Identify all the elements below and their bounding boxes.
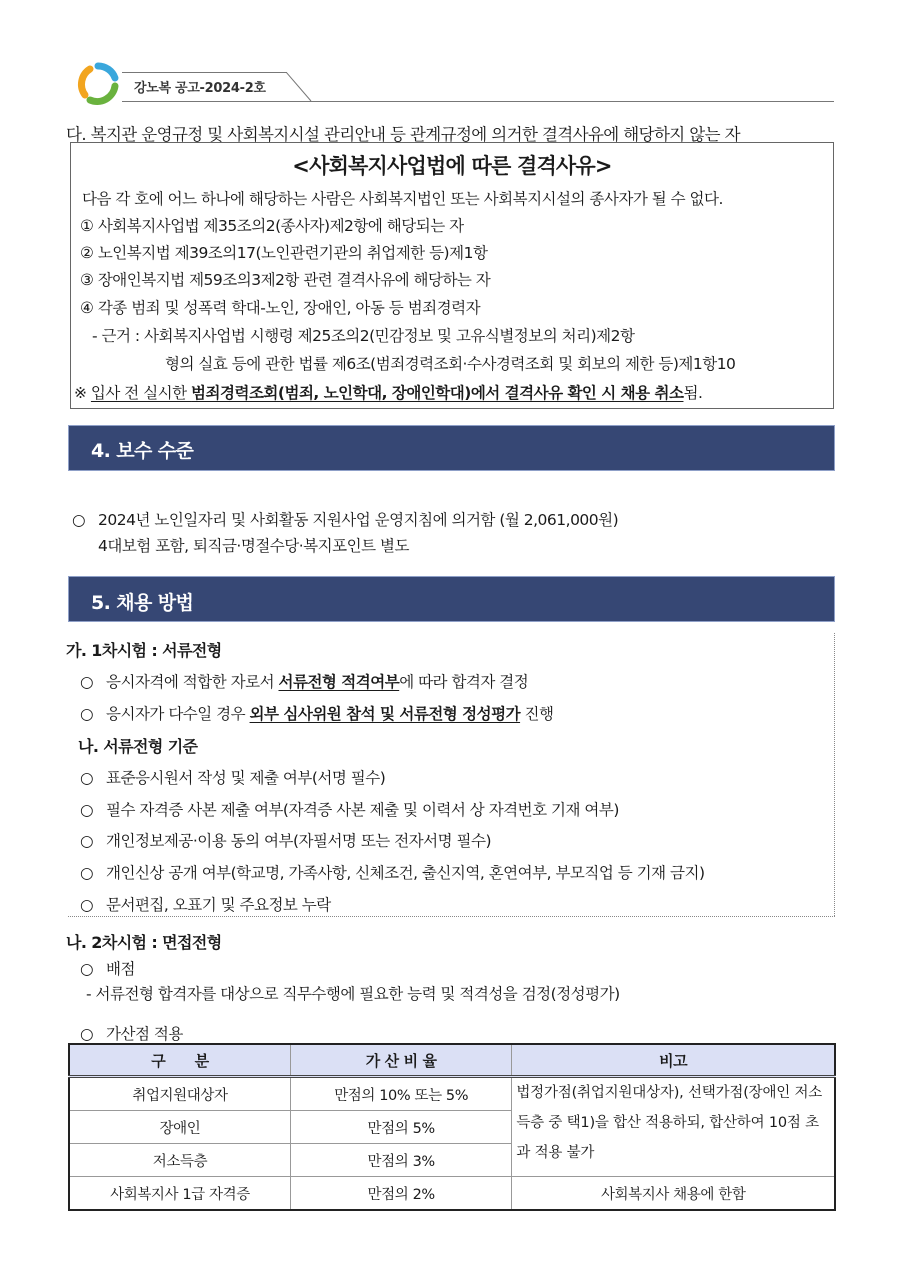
legal-basis-line-1: - 근거 : 사회복지사업법 시행령 제25조의2(민감정보 및 고유식별정보의 처리)제2항 — [92, 327, 635, 345]
cell-category: 사회복지사 1급 자격증 — [69, 1177, 290, 1211]
bonus-text: 가산점 적용 — [106, 1025, 183, 1043]
cell-rate: 만점의 3% — [290, 1144, 511, 1177]
bullet-icon: ○ — [80, 1025, 94, 1043]
cell-rate: 만점의 2% — [290, 1177, 511, 1211]
cell-rate: 만점의 5% — [290, 1111, 511, 1144]
header-rule-slash — [286, 72, 312, 102]
header-note: 비고 — [512, 1044, 835, 1077]
notice-mark: ※ — [74, 384, 91, 402]
disqualification-item-4: ④ 각종 범죄 및 성폭력 학대-노인, 장애인, 아동 등 범죄경력자 — [80, 299, 481, 317]
criteria-item-3 — [80, 829, 491, 851]
qualification-item-da: 다. 복지관 운영규정 및 사회복지시설 관리안내 등 관계규정에 의거한 결격사유에 해당하지 않는 자 — [66, 125, 740, 144]
criteria-item-4 — [80, 861, 705, 883]
cell-rate: 만점의 10% 또는 5% — [290, 1077, 511, 1111]
scoring-description: - 서류전형 합격자를 대상으로 직무수행에 필요한 능력 및 적격성을 검정(정성평가) — [86, 985, 620, 1003]
table-row — [69, 1177, 835, 1211]
legal-basis-line-2: 형의 실효 등에 관한 법률 제6조(범죄경력조회·수사경력조회 및 회보의 제한 등)제1항10 — [165, 355, 736, 373]
criteria-text: 필수 자격증 사본 제출 여부(자격증 사본 제출 및 이력서 상 자격번호 기재 여부) — [106, 801, 619, 819]
criteria-heading: 나. 서류전형 기준 — [78, 737, 198, 756]
disqualification-item-2: ② 노인복지법 제39조의17(노인관련기관의 취업제한 등)제1항 — [80, 244, 488, 262]
section-4-title: 4. 보수 수준 — [91, 440, 194, 462]
document-number: 강노복 공고-2024-2호 — [134, 81, 266, 96]
notice-bold: 범죄경력조회(범죄, 노인학대, 장애인학대)에서 결격사유 확인 시 채용 취소 — [191, 384, 684, 402]
table-header-row — [69, 1044, 835, 1077]
dotted-border-right — [834, 633, 835, 916]
bullet-icon: ○ — [80, 705, 94, 723]
first-exam-item-1 — [80, 670, 528, 692]
item-bold: 서류전형 적격여부 — [278, 673, 400, 691]
header-rule-bottom — [122, 101, 834, 102]
bullet-icon: ○ — [80, 832, 94, 850]
item-post: 진행 — [520, 705, 554, 723]
criteria-item-2 — [80, 798, 619, 820]
notice-plain-2: 됨. — [683, 384, 703, 402]
notice-plain-1: 입사 전 실시한 — [90, 384, 192, 402]
header-rate: 가 산 비 율 — [290, 1044, 511, 1077]
bullet-icon: ○ — [80, 960, 94, 978]
item-post: 에 따라 합격자 결정 — [399, 673, 529, 691]
second-exam-heading: 나. 2차시험 : 면접전형 — [66, 933, 222, 952]
bullet-icon: ○ — [80, 896, 94, 914]
bullet-icon: ○ — [80, 864, 94, 882]
bonus-points-table — [68, 1043, 836, 1211]
criteria-text: 개인정보제공·이용 동의 여부(자필서명 또는 전자서명 필수) — [106, 832, 492, 850]
item-bold: 외부 심사위원 참석 및 서류전형 정성평가 — [249, 705, 521, 723]
disqualification-intro: 다음 각 호에 어느 하나에 해당하는 사람은 사회복지법인 또는 사회복지시설의 종사자가 될 수 없다. — [82, 190, 723, 208]
item-pre: 응시자격에 적합한 자로서 — [106, 673, 279, 691]
item-pre: 응시자가 다수일 경우 — [106, 705, 250, 723]
first-exam-item-2 — [80, 702, 553, 724]
organization-logo-icon — [76, 62, 120, 106]
cell-note: 사회복지사 채용에 한함 — [512, 1177, 835, 1211]
section-4-header — [68, 425, 835, 471]
criteria-text: 개인신상 공개 여부(학교명, 가족사항, 신체조건, 출신지역, 혼연여부, 부모직업 등 기재 금지) — [106, 864, 705, 882]
bullet-icon: ○ — [80, 673, 94, 691]
criteria-item-5 — [80, 893, 331, 915]
table-row — [69, 1077, 835, 1111]
cell-category: 취업지원대상자 — [69, 1077, 290, 1111]
header-category: 구 분 — [69, 1044, 290, 1077]
first-exam-heading: 가. 1차시험 : 서류전형 — [66, 641, 222, 660]
disqualification-item-1: ① 사회복지사업법 제35조의2(종사자)제2항에 해당되는 자 — [80, 217, 464, 235]
bullet-icon: ○ — [80, 769, 94, 787]
dotted-border-bottom — [68, 916, 835, 917]
notice-text — [91, 384, 684, 402]
cell-note-merged: 법정가점(취업지원대상자), 선택가점(장애인 저소득층 중 택1)을 합산 적용하되, 합산하여 10점 초과 적용 불가 — [512, 1077, 835, 1177]
scoring-text: 배점 — [106, 960, 135, 978]
criteria-text: 표준응시원서 작성 및 제출 여부(서명 필수) — [106, 769, 386, 787]
scoring-label — [80, 957, 135, 979]
salary-line-2: 4대보험 포함, 퇴직금·명절수당·복지포인트 별도 — [98, 537, 409, 555]
disqualification-item-3: ③ 장애인복지법 제59조의3제2항 관련 결격사유에 해당하는 자 — [80, 271, 491, 289]
criteria-text: 문서편집, 오표기 및 주요정보 누락 — [106, 896, 331, 914]
bonus-label — [80, 1022, 183, 1044]
salary-line-1 — [72, 508, 618, 530]
section-5-title: 5. 채용 방법 — [91, 592, 194, 614]
salary-text: 2024년 노인일자리 및 사회활동 지원사업 운영지침에 의거함 (월 2,061,000원) — [98, 511, 619, 529]
disqualification-box-title: <사회복지사업법에 따른 결격사유> — [292, 154, 612, 178]
cancellation-notice — [74, 381, 702, 403]
section-5-header — [68, 576, 835, 622]
cell-category: 저소득층 — [69, 1144, 290, 1177]
bullet-icon: ○ — [80, 801, 94, 819]
cell-category: 장애인 — [69, 1111, 290, 1144]
bullet-icon: ○ — [72, 511, 86, 529]
header-rule-top — [122, 72, 287, 73]
criteria-item-1 — [80, 766, 385, 788]
